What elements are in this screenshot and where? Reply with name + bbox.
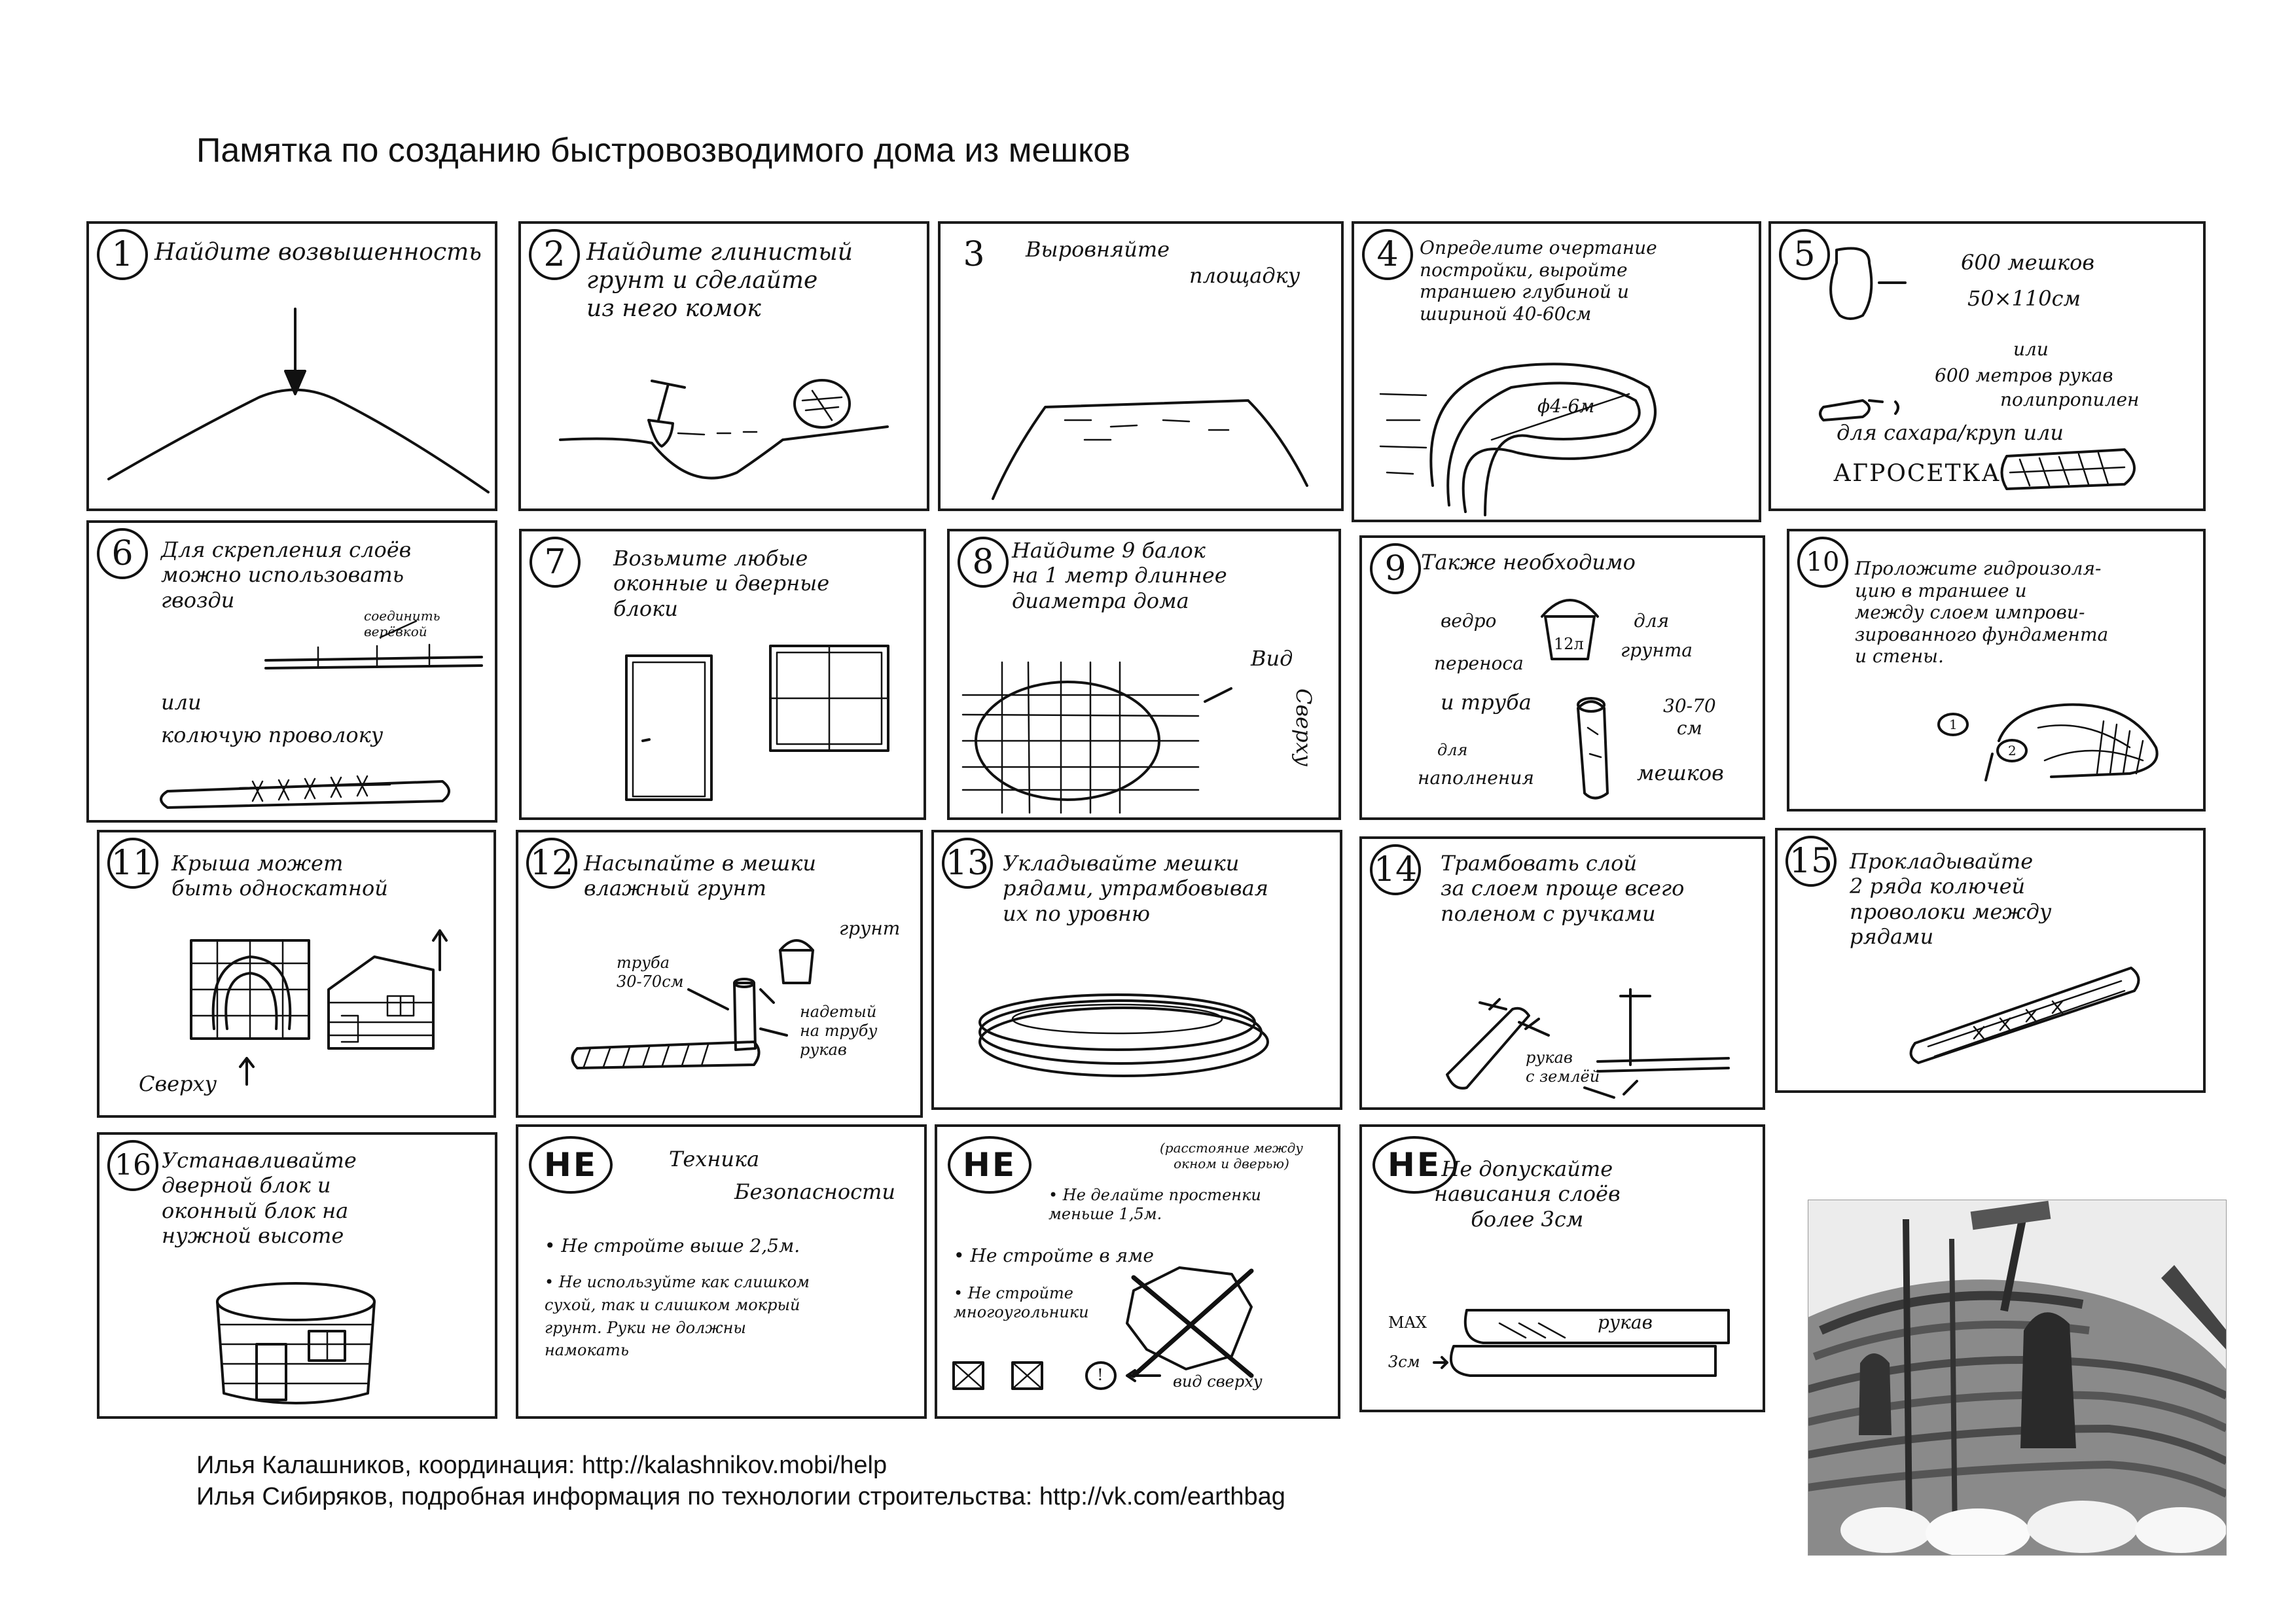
panel-7 (519, 529, 926, 820)
step-number: 7 (529, 537, 581, 588)
soil-label: грунт (839, 918, 901, 939)
rule-2: • Не стройте в яме (954, 1245, 1154, 1266)
panel-6 (86, 520, 497, 823)
step-text: Также необходимо (1421, 550, 1636, 575)
max-label: MAX (1388, 1313, 1427, 1332)
step-text: Проложите гидроизоля- цию в траншее и между слоем импрови- зированного фундамента и стены. (1855, 558, 2109, 668)
marker-2: 2 (2008, 743, 2017, 758)
step-number: 9 (1370, 543, 1421, 594)
bags-label: мешков (1637, 760, 1724, 785)
step-number: 13 (942, 838, 993, 889)
step-number: 1 (97, 229, 148, 280)
max-value: 3см (1388, 1353, 1420, 1371)
panel-2 (518, 221, 929, 511)
panel-19 (1359, 1124, 1765, 1412)
filling-sketch (518, 832, 923, 1118)
sleeve-label: рукав (1598, 1311, 1653, 1333)
door-window-sketch (522, 531, 926, 820)
fill-label: наполнения (1418, 767, 1534, 789)
spacing-note: (расстояние между окном и дверью) (1160, 1140, 1303, 1171)
panel-16 (97, 1132, 497, 1419)
rope-note: соединить верёвкой (364, 608, 440, 639)
panel-12 (516, 830, 923, 1118)
do-not-badge: НЕ (948, 1136, 1031, 1194)
panel-5 (1768, 221, 2206, 511)
sleeve-label: рукав с землёй (1526, 1048, 1600, 1086)
rule-1: • Не стройте выше 2,5м. (545, 1235, 800, 1257)
panel-13 (931, 830, 1342, 1110)
view-label: Вид (1251, 646, 1293, 671)
bucket-label: ведро (1441, 610, 1497, 632)
agronet-label: АГРОСЕТКА (1833, 460, 2001, 487)
barbed-wire-sketch (1778, 830, 2206, 1093)
sleeve-label: надетый на трубу рукав (800, 1003, 878, 1059)
page-title: Памятка по созданию быстровозводимого дома из мешков (196, 132, 1130, 169)
rule-3: • Не стройте многоугольники (954, 1284, 1089, 1321)
hill-sketch (89, 224, 497, 511)
step-text: Крыша может быть односкатной (171, 851, 388, 901)
panel-3 (938, 221, 1344, 511)
panel-15 (1775, 828, 2206, 1093)
step-text: Укладывайте мешки рядами, утрамбовывая их по уровню (1003, 851, 1268, 926)
beams-sketch (950, 531, 1341, 820)
panel-9 (1359, 535, 1765, 820)
nails-sketch (89, 523, 497, 823)
bag-use: для сахара/круп или (1837, 420, 2064, 445)
step-number: 3 (963, 235, 985, 274)
pipe-label: и труба (1441, 690, 1532, 715)
do-not-badge: НЕ (529, 1136, 613, 1194)
step-text: Насыпайте в мешки влажный грунт (584, 851, 817, 901)
step-number: 8 (958, 537, 1009, 588)
panel-17 (516, 1124, 927, 1419)
bags-count: 600 мешков (1961, 250, 2095, 275)
sleeve-material: полипропилен (2000, 389, 2140, 410)
rule-1: • Не делайте простенки меньше 1,5м. (1049, 1186, 1261, 1223)
soil-label: грунта (1621, 639, 1693, 661)
earthbag-house-photo (1808, 1200, 2227, 1556)
step-number: 2 (529, 229, 580, 280)
stacked-bags-sketch (934, 832, 1342, 1110)
or-label: или (2013, 338, 2049, 360)
panel-11 (97, 830, 496, 1118)
exclamation-mark: ! (1097, 1366, 1103, 1384)
step-text: Выровняйте (1026, 237, 1170, 262)
step-text: Найдите возвышенность (154, 239, 482, 266)
step-text-2: колючую проволоку (161, 722, 384, 747)
footer-technology-info: Илья Сибиряков, подробная информация по технологии строительства: http://vk.com/earthbag (196, 1483, 1285, 1510)
trench-diameter-label: ϕ4-6м (1537, 395, 1595, 417)
step-text: Не допускайте нависания слоёв более 3см (1434, 1156, 1621, 1232)
step-number: 5 (1779, 229, 1830, 280)
sleeve-length: 600 метров рукав (1935, 365, 2113, 386)
step-text: Найдите глинистый грунт и сделайте из него комок (586, 239, 853, 323)
shovel-sketch (521, 224, 929, 511)
carry-label: переноса (1434, 652, 1524, 674)
panel-4 (1352, 221, 1761, 522)
step-text: Устанавливайте дверной блок и оконный блок на нужной высоте (162, 1148, 357, 1249)
step-number: 4 (1362, 229, 1413, 280)
step-text: Определите очертание постройки, выройте траншею глубиной и шириной 40-60см (1420, 237, 1657, 325)
step-number: 12 (526, 838, 577, 889)
top-view-label: вид сверху (1173, 1372, 1263, 1391)
pipe-label: труба 30-70см (617, 954, 684, 991)
step-text: Найдите 9 балок на 1 метр длиннее диаметра дома (1012, 538, 1227, 613)
view-label-2: Сверху (1291, 688, 1316, 767)
step-number: 16 (107, 1140, 158, 1191)
step-text: Трамбовать слой за слоем проще всего поленом с ручками (1441, 851, 1685, 926)
overhang-sketch (1362, 1127, 1765, 1412)
step-text: Возьмите любые оконные и дверные блоки (613, 546, 830, 621)
rule-2: • Не используйте как слишком сухой, так и слишком мокрый грунт. Руки не должны намокать (545, 1273, 810, 1360)
bucket-volume: 12л (1554, 635, 1584, 653)
blocks-install-sketch (99, 1135, 497, 1419)
top-view-label: Сверху (139, 1071, 217, 1096)
safety-title-1: Техника (669, 1147, 760, 1171)
for-label: для (1634, 610, 1670, 632)
marker-1: 1 (1949, 717, 1958, 732)
panel-18 (935, 1124, 1340, 1419)
leveled-ground-sketch (941, 224, 1344, 511)
step-number: 11 (107, 838, 158, 889)
step-text: Для скрепления слоёв можно использовать гвозди (161, 537, 412, 613)
panel-1 (86, 221, 497, 511)
panel-10 (1787, 529, 2206, 812)
waterproofing-sketch (1789, 531, 2206, 812)
step-number: 14 (1370, 844, 1421, 895)
safety-title-2: Безопасности (734, 1179, 895, 1204)
footer-coordination: Илья Калашников, координация: http://kalashnikov.mobi/help (196, 1452, 888, 1479)
panel-14 (1359, 836, 1765, 1110)
step-number: 10 (1797, 537, 1848, 588)
for-label-2: для (1437, 741, 1468, 759)
pipe-size: 30-70 см (1663, 695, 1716, 739)
bags-size: 50×110см (1967, 286, 2081, 311)
or-label: или (161, 690, 202, 715)
polygon-cross-sketch (937, 1127, 1340, 1419)
step-number: 15 (1785, 836, 1837, 887)
trench-sketch (1354, 224, 1761, 522)
step-number: 6 (97, 528, 148, 579)
do-not-badge: НЕ (1372, 1136, 1456, 1194)
step-text: Прокладывайте 2 ряда колючей проволоки между рядами (1850, 849, 2052, 950)
step-text-2: площадку (1189, 263, 1300, 288)
photo-illustration (1808, 1200, 2227, 1556)
panel-8 (947, 529, 1341, 820)
